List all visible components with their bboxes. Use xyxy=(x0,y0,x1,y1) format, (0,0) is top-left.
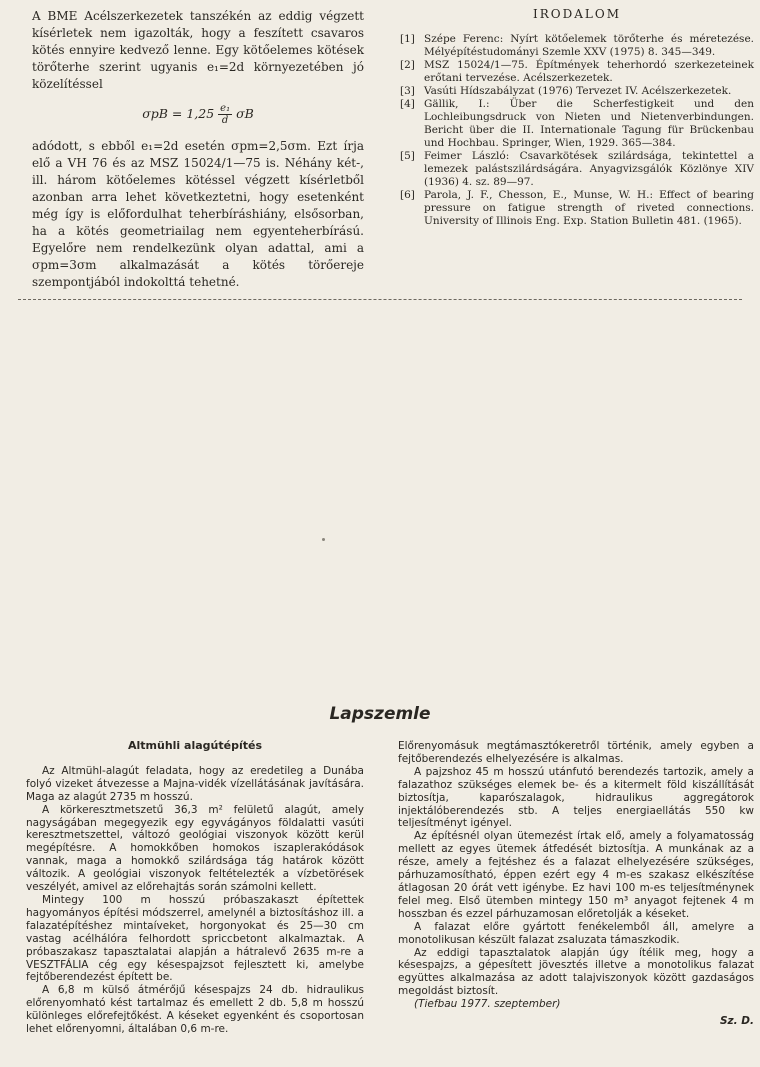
reference-item xyxy=(400,59,754,85)
reference-text: Parola, J. F., Chesson, E., Munse, W. H.: Effect of bearing pressure on fatigue strength of riveted connections. University of Illinois Eng. Exp. Station Bulletin 481. (1965). xyxy=(424,189,754,227)
references-heading: IRODALOM xyxy=(533,7,621,21)
article-paragraph: A falazat előre gyártott fenékelemből áll, amelyre a monotolikusan készült falazat zsaluzata támaszkodik. xyxy=(398,920,754,946)
reference-number: [5] xyxy=(400,150,415,162)
article-paragraph: Az Altmühl-alagút feladata, hogy az eredetileg a Dunába folyó vizeket átvezesse a Majna-vidék vízellátásának javítására. Maga az alagút 2735 m hosszú. xyxy=(26,764,364,803)
strength-formula xyxy=(32,103,364,126)
article-paragraph: Az építésnél olyan ütemezést írtak elő, amely a folyamatosság mellett az egyes ütemek átfedését biztosítja. A munkának az a része, amely a fejtéshez és a falazat elhelyezésére szükséges, párhuzamosítható, éppen ezért egy 4 m-es szakasz elkészítése átlagosan 20 órát vett igénybe. Ez havi 100 m-es teljesítménynek felel meg. Első ütemben mintegy 150 m³ anyagot fejtenek 4 m hosszban és ezzel párhuzamosan előretolják a késeket. xyxy=(398,830,754,920)
article-source: (Tiefbau 1977. szeptember) xyxy=(414,998,561,1011)
article-paragraph: A körkeresztmetszetű 36,3 m² felületű alagút, amely nagyságában megegyezik egy egyvágányos földalatti vasúti keresztmetszettel, változó geológiai viszonyok között kerül megépítésre. A homokkőben homokos iszaplerakódások vannak, maga a homokkő szilárdsága tág határok között változik. A geológiai viszonyok feltételezték a vízbetörések veszélyét, amivel az előrehajtás során számolni kellett. xyxy=(26,803,364,894)
article-right-column xyxy=(398,740,754,1028)
article-paragraph: A 6,8 m külső átmérőjű késespajzs 24 db. hidraulikus előrenyomható kést tartalmaz és emellett 2 db. 5,8 m hosszú különleges előrefejtőkést. A késeket egyenként és csoportosan lehet előrenyomni, általában 0,6 m-re. xyxy=(26,984,364,1036)
reference-text: Gällik, I.: Über die Scherfestigkeit und den Lochleibungsdruck von Nieten und Nietenverbindungen. Bericht über die II. Internationale Tagung für Brückenbau und Hochbau. Springer, Wien, 1929. 365—384. xyxy=(424,98,754,149)
reference-number: [1] xyxy=(400,33,415,45)
reference-number: [6] xyxy=(400,189,415,201)
reference-number: [4] xyxy=(400,98,415,110)
article-title: Altmühli alagútépítés xyxy=(128,739,262,752)
reference-text: MSZ 15024/1—75. Építmények teherhordó szerkezeteinek erőtani tervezése. Acélszerkezetek. xyxy=(424,59,754,84)
intro-paragraph-1: A BME Acélszerkezetek tanszékén az eddig végzett kísérletek nem igazolták, hogy a feszített csavaros kötés ennyire kedvező lenne. Egy kötőelemes kötések törőterhe szerint ugyanis e₁=2d környezetében jó közelítéssel xyxy=(32,9,364,91)
formula-fraction xyxy=(218,103,232,126)
reference-text: Feimer László: Csavarkötések szilárdsága, tekintettel a lemezek palástszilárdságára. Anyagvizsgálók Közlönye XIV (1936) 4. sz. 89—97. xyxy=(424,150,754,188)
formula-rhs: σB xyxy=(236,106,254,121)
article-paragraph: Az eddigi tapasztalatok alapján úgy ítélik meg, hogy a késespajzs, a gépesített jövesztés illetve a monotolikus falazat együttes alkalmazása az adott talajviszonyok között gazdaságos megoldást biztosít. xyxy=(398,946,754,998)
section-title: Lapszemle xyxy=(329,704,431,724)
article-paragraph: A pajzshoz 45 m hosszú utánfutó berendezés tartozik, amely a falazathoz szükséges elemek be- és a kitermelt föld kiszállítását biztosítja, kaparószalagok, hidraulikus aggregátorok injektálóberendezés stb. A teljes energiaellátás 550 kw teljesítményt igényel. xyxy=(398,765,754,830)
formula-numerator: e₁ xyxy=(220,103,231,114)
speck-mark xyxy=(322,538,325,541)
intro-text-column xyxy=(32,8,364,291)
section-divider xyxy=(18,299,742,300)
reference-item xyxy=(400,150,754,189)
formula-denominator: d xyxy=(221,115,229,126)
reference-item xyxy=(400,98,754,150)
article-paragraph: Előrenyomásuk megtámasztókeretről történik, amely egyben a fejtőberendezés elhelyezésére is alkalmas. xyxy=(398,740,754,765)
reference-item xyxy=(400,85,754,98)
formula-lhs: σpB = 1,25 xyxy=(142,106,215,121)
author-signature: Sz. D. xyxy=(719,1015,754,1028)
article-paragraph: Mintegy 100 m hosszú próbaszakaszt építettek hagyományos építési módszerrel, amelynél a biztosításhoz ill. a falazatépítéshez mintaíveket, horgonyokat és 25—30 cm vastag acélhálóra felhordott spriccbetont alkalmaztak. A próbaszakasz tapasztalatai alapján a hátralevő 2635 m-re a VESZTFÁLIA cég egy késespajzsot fejlesztett ki, amelybe fejtőberendezést épített be. xyxy=(26,893,364,984)
reference-text: Vasúti Hídszabályzat (1976) Tervezet IV. Acélszerkezetek. xyxy=(424,85,732,97)
reference-number: [2] xyxy=(400,59,415,71)
reference-item xyxy=(400,33,754,59)
reference-text: Szépe Ferenc: Nyírt kötőelemek törőterhe és méretezése. Mélyépítéstudományi Szemle XXV (1975) 8. 345—349. xyxy=(424,33,754,58)
reference-number: [3] xyxy=(400,85,415,97)
intro-paragraph-2: adódott, s ebből e₁=2d esetén σpm=2,5σm. Ezt írja elő a VH 76 és az MSZ 15024/1—75 is. Néhány két-, ill. három kötőelemes kötéssel végzett kísérletből azonban arra lehet következtetni, hogy esetenként még így is előfordulhat teherbíráshiány, elsősorban, ha a kötés geometriailag nem egyenteherbírású. Egyelőre nem rendelkezünk olyan adattal, ami a σpm=3σm alkalmazását a kötés törőereje szempontjából indokolttá tehetné. xyxy=(32,139,364,289)
reference-item xyxy=(400,189,754,228)
article-left-column xyxy=(26,740,364,1036)
references-column xyxy=(400,8,754,228)
